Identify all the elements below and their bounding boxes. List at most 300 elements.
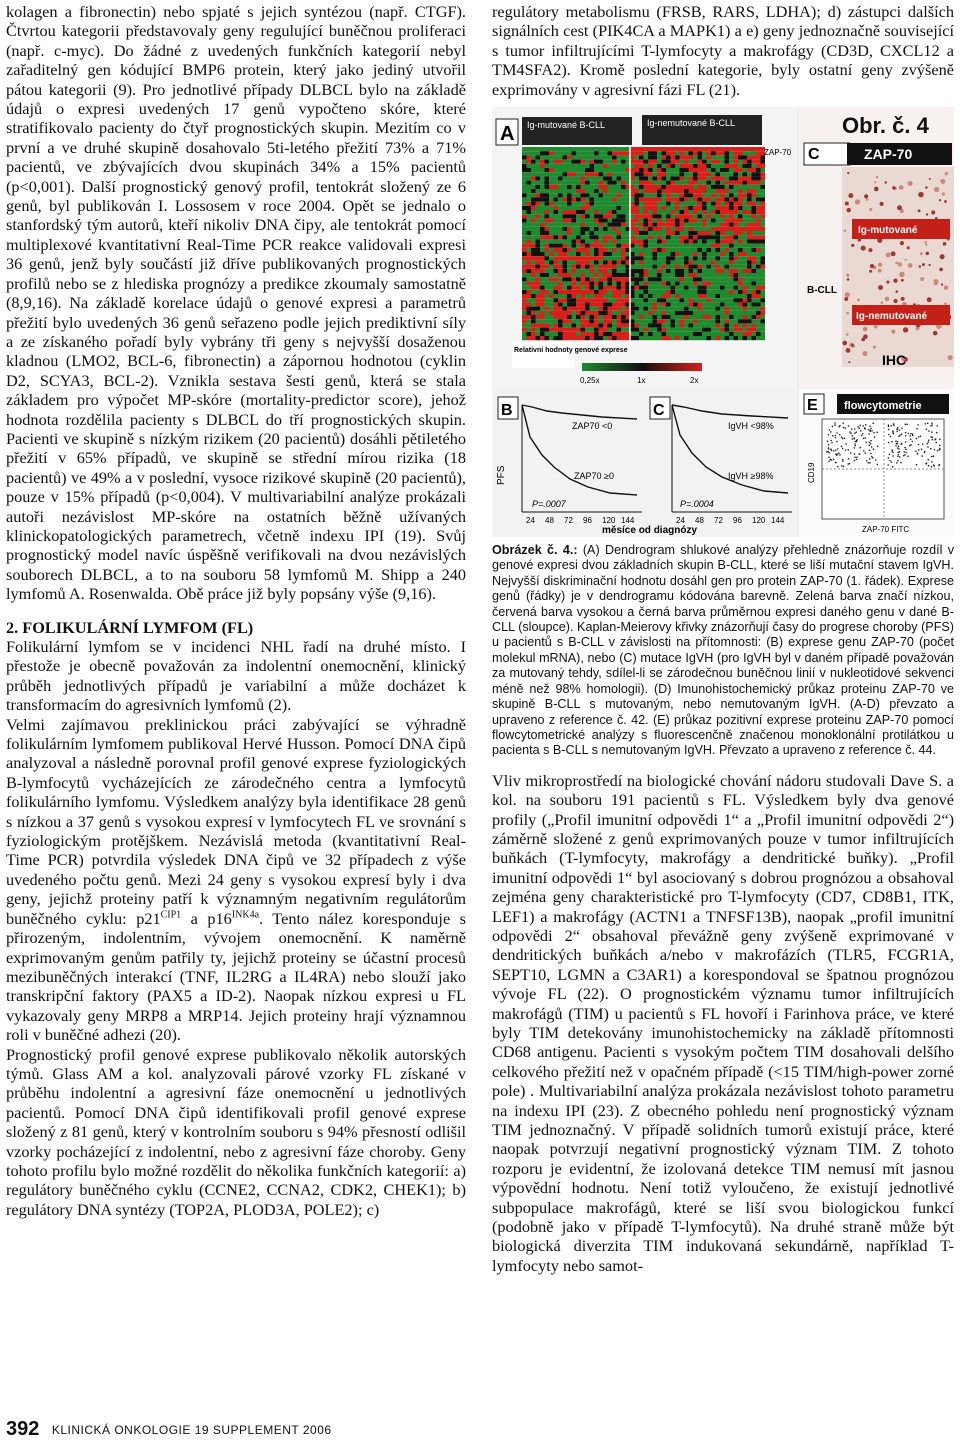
heatmap-cell [716, 281, 721, 285]
heatmap-cell [729, 227, 734, 231]
flow-event [854, 457, 856, 459]
heatmap-cell [707, 298, 712, 302]
heatmap-cell [707, 277, 712, 281]
heatmap-cell [576, 176, 581, 180]
heatmap-cell [558, 328, 563, 332]
heatmap-cell [675, 181, 680, 185]
flow-event [842, 422, 844, 424]
heatmap-cell [720, 281, 725, 285]
heatmap-cell [738, 185, 743, 189]
heatmap-cell [612, 227, 617, 231]
ihc-cell [926, 213, 928, 215]
heatmap-cell [581, 214, 586, 218]
ihc-cell [920, 252, 923, 255]
heatmap-cell [621, 281, 626, 285]
heatmap-cell [522, 307, 527, 311]
heatmap-cell [558, 311, 563, 315]
heatmap-cell [720, 231, 725, 235]
flow-event [870, 453, 872, 455]
heatmap-cell [585, 164, 590, 168]
heatmap-cell [635, 181, 640, 185]
heatmap-cell [612, 307, 617, 311]
heatmap-cell [747, 265, 752, 269]
heatmap-cell [729, 160, 734, 164]
heatmap-cell [702, 273, 707, 277]
heatmap-cell [603, 206, 608, 210]
heatmap-cell [707, 260, 712, 264]
heatmap-cell [639, 307, 644, 311]
heatmap-cell [617, 260, 622, 264]
heatmap-cell [599, 223, 604, 227]
heatmap-cell [590, 328, 595, 332]
heatmap-cell [725, 185, 730, 189]
heatmap-cell [743, 248, 748, 252]
heatmap-cell [698, 155, 703, 159]
heatmap-cell [603, 231, 608, 235]
heatmap-cell [666, 189, 671, 193]
heatmap-cell [617, 273, 622, 277]
heatmap-cell [738, 290, 743, 294]
heatmap-cell [567, 239, 572, 243]
heatmap-cell [711, 155, 716, 159]
heatmap-cell [621, 336, 626, 340]
heatmap-cell [693, 332, 698, 336]
heatmap-cell [675, 155, 680, 159]
heatmap-cell [725, 265, 730, 269]
heatmap-cell [734, 206, 739, 210]
heatmap-cell [563, 164, 568, 168]
heatmap-cell [549, 244, 554, 248]
heatmap-cell [590, 164, 595, 168]
heatmap-cell [657, 277, 662, 281]
heatmap-cell [585, 147, 590, 151]
heatmap-cell [527, 160, 532, 164]
heatmap-cell [653, 239, 658, 243]
heatmap-cell [729, 214, 734, 218]
heatmap-cell [747, 151, 752, 155]
heatmap-cell [608, 235, 613, 239]
flow-event [915, 450, 917, 452]
heatmap-cell [599, 214, 604, 218]
heatmap-cell [635, 160, 640, 164]
heatmap-cell [612, 210, 617, 214]
heatmap-cell [567, 214, 572, 218]
heatmap-cell [536, 290, 541, 294]
heatmap-cell [563, 248, 568, 252]
flow-event [849, 463, 851, 465]
heatmap-cell [576, 244, 581, 248]
heatmap-cell [675, 298, 680, 302]
flow-event [871, 446, 873, 448]
heatmap-cell [666, 256, 671, 260]
heatmap-cell [648, 206, 653, 210]
heatmap-cell [734, 311, 739, 315]
heatmap-cell [540, 189, 545, 193]
heatmap-cell [644, 181, 649, 185]
flow-event [916, 438, 918, 440]
heatmap-cell [572, 168, 577, 172]
heatmap-cell [761, 223, 766, 227]
heatmap-cell [707, 281, 712, 285]
heatmap-cell [756, 315, 761, 319]
heatmap-cell [572, 218, 577, 222]
heatmap-cell [531, 281, 536, 285]
heatmap-cell [738, 218, 743, 222]
heatmap-cell [545, 323, 550, 327]
heatmap-cell [752, 302, 757, 306]
heatmap-cell [527, 336, 532, 340]
heatmap-cell [644, 235, 649, 239]
heatmap-cell [612, 248, 617, 252]
heatmap-cell [549, 252, 554, 256]
heatmap-cell [653, 273, 658, 277]
heatmap-cell [702, 307, 707, 311]
heatmap-cell [707, 218, 712, 222]
flow-event [833, 459, 835, 461]
heatmap-cell [599, 197, 604, 201]
heatmap-cell [671, 281, 676, 285]
heatmap-cell [675, 218, 680, 222]
heatmap-cell [563, 202, 568, 206]
heatmap-cell [536, 336, 541, 340]
heatmap-cell [563, 223, 568, 227]
heatmap-cell [531, 168, 536, 172]
heatmap-cell [761, 273, 766, 277]
heatmap-cell [666, 277, 671, 281]
heatmap-cell [558, 189, 563, 193]
heatmap-cell [549, 248, 554, 252]
heatmap-cell [657, 256, 662, 260]
heatmap-cell [671, 193, 676, 197]
flow-event [827, 451, 829, 453]
flow-event [854, 432, 856, 434]
heatmap-cell [572, 307, 577, 311]
flow-event [891, 450, 893, 452]
flow-event [927, 441, 929, 443]
heatmap-cell [563, 319, 568, 323]
heatmap-cell [585, 294, 590, 298]
flow-event [827, 440, 829, 442]
heatmap-cell [581, 307, 586, 311]
heatmap-cell [698, 168, 703, 172]
flow-event [828, 461, 830, 463]
heatmap-cell [684, 265, 689, 269]
heatmap-cell [702, 336, 707, 340]
heatmap-cell [545, 311, 550, 315]
heatmap-cell [738, 227, 743, 231]
heatmap-cell [621, 256, 626, 260]
heatmap-cell [590, 168, 595, 172]
heatmap-cell [563, 328, 568, 332]
ihc-cell [874, 325, 878, 329]
heatmap-cell [567, 336, 572, 340]
heatmap-cell [725, 315, 730, 319]
heatmap-cell [698, 202, 703, 206]
heatmap-cell [756, 290, 761, 294]
heatmap-cell [558, 202, 563, 206]
heatmap-cell [554, 231, 559, 235]
heatmap-cell [563, 307, 568, 311]
heatmap-cell [545, 164, 550, 168]
heatmap-cell [527, 181, 532, 185]
heatmap-cell [522, 256, 527, 260]
heatmap-cell [756, 273, 761, 277]
heatmap-cell [585, 218, 590, 222]
heatmap-cell [558, 256, 563, 260]
heatmap-cell [698, 302, 703, 306]
heatmap-cell [617, 218, 622, 222]
heatmap-cell [531, 311, 536, 315]
flow-event [888, 426, 890, 428]
flow-event [890, 436, 892, 438]
paragraph: Velmi zajímavou preklinickou práci zabývající se výhradně folikulárním lymfomem publikoval Hervé Husson. Pomocí DNA čipů analyzoval a následně porovnal profil genové exprese fyziologických B-lymfocytů vycházejících ze zárodečného centra a lymfocytů folikulárního lymfomu. Výsledkem analýzy byla identifikace 28 genů s nízkou a 37 genů s vysokou expresí v lymfocytech FL ve srovnání s fyziologickým protějškem. Nezávislá metoda (kvantitativní Real-Time PCR) potvrdila výsledek DNA čipů ve 32 případech z výše uvedeného počtu genů. Mezi 24 geny s vysokou expresí byly i dva geny, jejichž proteiny patří k významným negativním regulátorům buněčného cyklu: $p21^{CIP1}$ a $p16^{INK4a}$. Tento nález koresponduje s přirozeným, indolentním, vývojem onemocnění. K naměrně exprimovaným genům patřily ty, jejichž proteiny se účastní procesů mezibuněčných interakcí (TNF, IL2RG a IL4RA) nebo slouží jako transkripční faktory (PAX5 a ID-2). Naopak nízkou expresi u FL vykazovaly geny MRP8 a MRP14. Jejich proteiny hrají významnou roli v buněčné adhezi (20). [6, 714, 466, 1045]
heatmap-cell [653, 231, 658, 235]
heatmap-cell [576, 218, 581, 222]
heatmap-cell [671, 269, 676, 273]
heatmap-cell [702, 164, 707, 168]
heatmap-cell [702, 172, 707, 176]
heatmap-cell [662, 227, 667, 231]
heatmap-cell [747, 239, 752, 243]
heatmap-cell [707, 147, 712, 151]
heatmap-cell [612, 151, 617, 155]
heatmap-cell [549, 336, 554, 340]
caption-text: (A) Dendrogram shlukové analýzy přehledně znázorňuje rozdíl v genové expresi dvou základních skupin B-CLL, které se liší mutační stavem IgVH. Nejvyšší diskriminační hodnotu dosáhl gen pro protein ZAP-70 (1. řádek). Exprese genů (řádky) je v dendrogramu kódována barevně. Zelená barva značí nízkou, červená barva vysokou a černá barva průměrnou expresi daného genu v dané B-CLL (sloupce). Kaplan-Meierovy křivky znázorňují časy do progrese choroby (PFS) u pacientů s B-CLL v závislosti na přítomnosti: (B) exprese genu ZAP-70 (počet molekul mRNA), nebo (C) mutace IgVH (pro IgVH byl v daném případě považován za mutovaný tehdy, sdílel-li se zárodečnou buněčnou linií v nukleotidové sekvenci méně než 98% homologii). (D) Imunohistochemický průkaz proteinu ZAP-70 ve skupině B-CLL s mutovaným, nebo nemutovaným IgVH. (A-D) převzato a upraveno z reference č. 42. (E) průkaz pozitivní exprese proteinu ZAP-70 pomocí flowcytometrické analýzy s fluorescenčně značenou monoklonální protilátkou u pacienta s B-CLL s nemutovaným IgVH. Převzato a upraveno z reference č. 44. [492, 543, 955, 758]
km-b-top-label: ZAP70 <0 [572, 421, 613, 432]
heatmap-cell [729, 281, 734, 285]
heatmap-cell [756, 235, 761, 239]
heatmap-cell [617, 332, 622, 336]
heatmap-cell [549, 223, 554, 227]
ihc-cell [846, 274, 849, 277]
heatmap-cell [617, 281, 622, 285]
ihc-cell [874, 181, 876, 183]
heatmap-cell [567, 307, 572, 311]
heatmap-cell [671, 176, 676, 180]
heatmap-cell [747, 273, 752, 277]
heatmap-cell [621, 147, 626, 151]
heatmap-cell [747, 155, 752, 159]
flow-event [837, 453, 839, 455]
flow-event [887, 464, 889, 466]
heatmap-cell [752, 155, 757, 159]
heatmap-cell [563, 181, 568, 185]
heatmap-cell [590, 252, 595, 256]
heatmap-cell [666, 248, 671, 252]
heatmap-cell [599, 277, 604, 281]
heatmap-cell [621, 248, 626, 252]
ihc-cell [895, 290, 898, 293]
heatmap-cell [693, 218, 698, 222]
heatmap-cell [558, 168, 563, 172]
superscript: INK4a [231, 909, 260, 921]
heatmap-cell [558, 265, 563, 269]
heatmap-cell [653, 168, 658, 172]
heatmap-cell [581, 231, 586, 235]
heatmap-cell [608, 197, 613, 201]
heatmap-cell [698, 286, 703, 290]
heatmap-cell [540, 210, 545, 214]
x-tick-label: 144 [771, 516, 785, 526]
heatmap-cell [635, 244, 640, 248]
heatmap-cell [572, 172, 577, 176]
heatmap-cell [671, 290, 676, 294]
heatmap-cell [689, 160, 694, 164]
ihc-mutated: Ig-mutované [858, 225, 918, 237]
heatmap-cell [522, 202, 527, 206]
heatmap-cell [612, 172, 617, 176]
heatmap-cell [707, 332, 712, 336]
heatmap-cell [563, 168, 568, 172]
heatmap-cell [585, 223, 590, 227]
heatmap-cell [590, 223, 595, 227]
heatmap-cell [549, 290, 554, 294]
heatmap-cell [527, 206, 532, 210]
heatmap-cell [698, 298, 703, 302]
heatmap-cell [536, 286, 541, 290]
ihc-cell [925, 244, 927, 246]
flow-event [837, 448, 839, 450]
heatmap-cell [743, 311, 748, 315]
heatmap-cell [621, 244, 626, 248]
flow-event [832, 426, 834, 428]
heatmap-cell [585, 227, 590, 231]
heatmap-cell [756, 160, 761, 164]
heatmap-cell [608, 252, 613, 256]
ihc-cell [939, 268, 943, 272]
heatmap-cell [590, 239, 595, 243]
heatmap-cell [635, 273, 640, 277]
ihc-cell [892, 186, 896, 190]
ihc-cell [886, 253, 891, 258]
flow-event [916, 464, 918, 466]
heatmap-cell [639, 265, 644, 269]
heatmap-cell [585, 252, 590, 256]
heatmap-cell [617, 227, 622, 231]
heatmap-cell [738, 151, 743, 155]
heatmap-cell [653, 315, 658, 319]
heatmap-cell [644, 197, 649, 201]
heatmap-cell [657, 336, 662, 340]
heatmap-cell [734, 286, 739, 290]
heatmap-cell [720, 323, 725, 327]
heatmap-cell [531, 260, 536, 264]
heatmap-cell [648, 256, 653, 260]
heatmap-cell [599, 206, 604, 210]
flow-event [865, 424, 867, 426]
heatmap-cell [639, 197, 644, 201]
heatmap-cell [644, 164, 649, 168]
flow-event [869, 445, 871, 447]
heatmap-cell [590, 193, 595, 197]
heatmap-cell [545, 231, 550, 235]
heatmap-cell [738, 147, 743, 151]
flow-event [836, 432, 838, 434]
flow-event [873, 448, 875, 450]
heatmap-cell [590, 336, 595, 340]
heatmap-cell [644, 336, 649, 340]
ihc-cell [880, 202, 884, 206]
heatmap-cell [608, 277, 613, 281]
heatmap-cell [707, 244, 712, 248]
heatmap-cell [711, 328, 716, 332]
heatmap-cell [581, 244, 586, 248]
x-tick-label: 120 [602, 516, 616, 526]
heatmap-cell [756, 298, 761, 302]
ihc-cell [848, 361, 850, 363]
heatmap-cell [707, 181, 712, 185]
heatmap-cell [639, 235, 644, 239]
heatmap-cell [558, 206, 563, 210]
heatmap-cell [594, 244, 599, 248]
heatmap-cell [522, 206, 527, 210]
heatmap-cell [752, 311, 757, 315]
heatmap-cell [545, 294, 550, 298]
heatmap-cell [554, 210, 559, 214]
flow-event [937, 450, 939, 452]
heatmap-cell [702, 294, 707, 298]
heatmap-cell [711, 273, 716, 277]
heatmap-cell [576, 286, 581, 290]
heatmap-cell [662, 244, 667, 248]
heatmap-cell [635, 336, 640, 340]
heatmap-cell [599, 164, 604, 168]
heatmap-cell [756, 252, 761, 256]
heatmap-cell [594, 269, 599, 273]
flow-event [866, 460, 868, 462]
heatmap-cell [653, 155, 658, 159]
flow-event [833, 450, 835, 452]
heatmap-cell [747, 294, 752, 298]
flow-event [892, 431, 894, 433]
heatmap-cell [617, 202, 622, 206]
heatmap-cell [527, 290, 532, 294]
heatmap-cell [738, 197, 743, 201]
flow-event [842, 448, 844, 450]
heatmap-cell [554, 151, 559, 155]
heatmap-cell [711, 277, 716, 281]
ihc-cell [891, 251, 896, 256]
zap70-box: ZAP-70 [864, 146, 913, 163]
heatmap-cell [680, 206, 685, 210]
flow-event [933, 455, 935, 457]
flow-event [931, 466, 933, 468]
heatmap-cell [585, 273, 590, 277]
heatmap-cell [662, 239, 667, 243]
heatmap-cell [756, 302, 761, 306]
heatmap-cell [554, 202, 559, 206]
heatmap-cell [599, 155, 604, 159]
heatmap-cell [716, 202, 721, 206]
heatmap-cell [549, 277, 554, 281]
heatmap-cell [554, 252, 559, 256]
flow-event [928, 439, 930, 441]
heatmap-cell [725, 336, 730, 340]
heatmap-cell [576, 328, 581, 332]
heatmap-cell [594, 265, 599, 269]
heatmap-cell [720, 273, 725, 277]
heatmap-cell [657, 151, 662, 155]
heatmap-cell [639, 155, 644, 159]
flow-event [895, 441, 897, 443]
heatmap-cell [716, 265, 721, 269]
heatmap-cell [689, 281, 694, 285]
panel-label-c: C [653, 402, 665, 420]
heatmap-cell [653, 307, 658, 311]
heatmap-cell [594, 223, 599, 227]
heatmap-cell [680, 298, 685, 302]
heatmap-cell [536, 239, 541, 243]
